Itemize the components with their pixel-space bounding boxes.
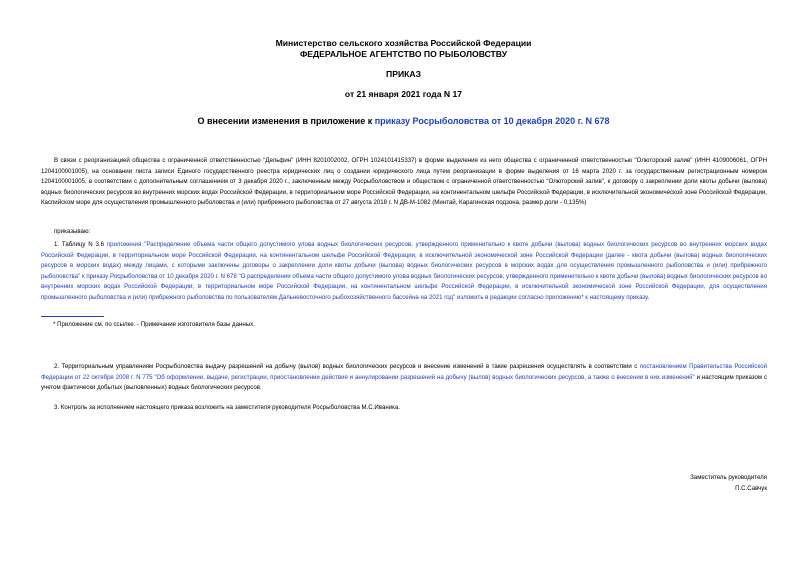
item-3-paragraph: 3. Контроль за исполнением настоящего приказа возложить на заместителя руководителя Росрыболовства М.С.Иваника. (54, 404, 400, 411)
agency-heading: ФЕДЕРАЛЬНОЕ АГЕНТСТВО ПО РЫБОЛОВСТВУ (299, 49, 508, 59)
item-2-prefix: 2. Территориальным управлениям Росрыболовства выдачу разрешений на добычу (вылов) водных биологических ресурсов и внесение изменений в такие разрешения осуществлять в соответствии с (54, 363, 640, 370)
document-date-number: от 21 января 2021 года N 17 (344, 89, 463, 99)
preamble-paragraph: В связи с реорганизацией общества с ограниченной ответственностью "Дельфин" (ИНН 8201002002, ОГРН 1024101415337) в форме выделения из него общества с ограниченной ответственностью "Олюторский залив" (ИНН 4109006061, ОГРН 1204100001005), на основании листа записи Единого государственного реестра юридических лиц о создании юридического лица путем реорганизации в форме выделения от 16 марта 2020 г. за государственным регистрационным номером 1204100001005, в соответствии с дополнительным соглашением от 3 декабря 2020 г., заключенным между Росрыболовством и обществом с ограниченной ответственностью "Олюторский залив", к договору о закреплении доли квоты добычи (вылова) водных биологических ресурсов во внутренних морских водах Российской Федерации, в территориальном море Российской Федерации, на континентальном шельфе Российской Федерации, в исключительной экономической зоне Российской Федерации, Каспийском море для осуществления промышленного рыболовства и (или) прибрежного рыболовства от 27 августа 2018 г. N ДВ-М-1082 (Минтай, Карагинская подзона, размер доли - 0,135%) (41, 157, 767, 207)
order-word: приказываю: (54, 228, 91, 235)
signature-position: Заместитель руководителя (690, 474, 767, 481)
item-2-paragraph (41, 362, 767, 394)
footnote: * Приложение см. по ссылке. - Примечание изготовителя базы данных. (53, 321, 255, 328)
item-1-link[interactable]: приложения "Распределение объема части общего допустимого улова водных биологических ресурсов, утвержденного применительно к квоте добычи (вылова) водных биологических ресурсов во внутренних морских водах Российской Федерации, в территориальном море Российской Федерации, на континентальном шельфе Российской Федерации, в исключительной экономической зоне Российской Федерации (далее - квота добычи (вылова) водных биологических ресурсов в морских водах) между лицами, с которыми заключены договоры о закреплении доли квоты добычи (вылова) водных биологических ресурсов в морских водах для осуществления промышленного рыболовства и (или) прибрежного рыболовства" к приказу Росрыболовства от 10 декабря 2020 г. N 678 "О распределении объема части общего допустимого улова водных биологических ресурсов, утвержденного применительно к квоте добычи (вылова) водных биологических ресурсов во внутренних морских водах Российской Федерации, в территориальном море Российской Федерации, на континентальном шельфе Российской Федерации, в исключительной экономической зоне Российской Федерации, для осуществления промышленного рыболовства и (или) прибрежного рыболовства по пользователям Дальневосточного рыбохозяйственного бассейна на 2021 год" изложить в редакции согласно приложению* к настоящему приказу. (41, 241, 767, 301)
item-2-link[interactable]: постановлением Правительства Российской Федерации от 22 октября 2008 г. N 775 "Об оформлении, выдаче, регистрации, приостановлении действия и аннулировании разрешений на добычу (вылов) водных биологических ресурсов, а также о внесении в них изменений" (41, 363, 768, 381)
item-2-suffix: и настоящим приказом с учетом фактически добытых (выловленных) водных биологических ресурсов. (41, 373, 767, 392)
title-link[interactable]: приказу Росрыболовства от 10 декабря 2020 г. N 678 (374, 116, 610, 126)
document-type: ПРИКАЗ (386, 69, 421, 79)
footnote-divider (41, 316, 104, 317)
document-title (0, 116, 807, 126)
item-1-paragraph (41, 240, 767, 304)
title-prefix: О внесении изменения в приложение к (197, 116, 375, 126)
signature-name: П.С.Савчук (735, 485, 767, 492)
item-1-prefix: 1. Таблицу N 3.6 (54, 241, 107, 248)
ministry-heading: Министерство сельского хозяйства Российской Федерации (275, 38, 532, 48)
